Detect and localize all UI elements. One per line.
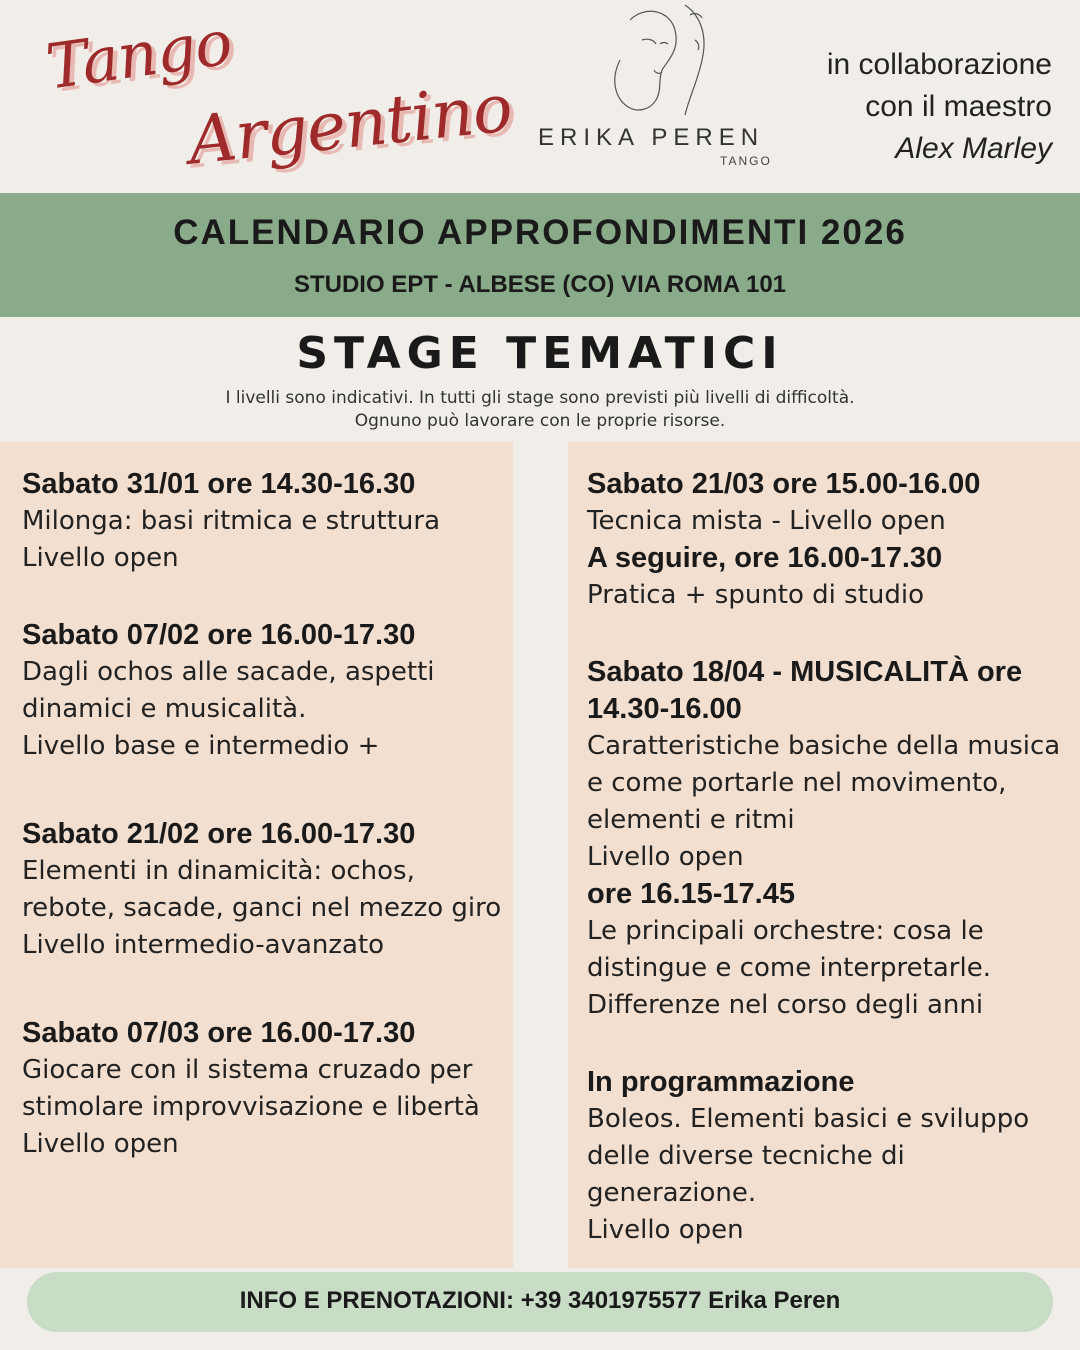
event-date: Sabato 07/02 ore 16.00-17.30 [22,619,416,651]
banner-title: CALENDARIO APPROFONDIMENTI 2026 [173,213,907,252]
booking-info-bar [27,1272,1053,1332]
event-level: Livello open [22,1129,179,1159]
event-date: Sabato 21/03 ore 15.00-16.00 [587,468,981,500]
collab-line-2: con il maestro [865,90,1052,123]
event-description: Boleos. Elementi basici e sviluppo delle diverse tecniche di generazione. [587,1104,1030,1208]
event-second-description: Le principali orchestre: cosa le distingue e come interpretarle. Differenze nel corso degli anni [587,916,991,1020]
event-level: Livello base e intermedio + [22,731,380,761]
event-item [587,466,1067,614]
brand-subtitle: TANGO [720,154,772,168]
event-level: Livello open [587,842,744,872]
event-second-time: ore 16.15-17.45 [587,878,795,910]
event-date: Sabato 18/04 - MUSICALITÀ ore 14.30-16.00 [587,656,1023,725]
event-item [22,617,508,765]
note-line-2: Ognuno può lavorare con le proprie risorse. [354,411,726,431]
event-description: Giocare con il sistema cruzado per stimolare improvvisazione e libertà [22,1055,480,1122]
event-date: Sabato 07/03 ore 16.00-17.30 [22,1017,416,1049]
banner-subtitle: STUDIO EPT - ALBESE (CO) VIA ROMA 101 [293,271,787,298]
event-date: Sabato 31/01 ore 14.30-16.30 [22,468,416,500]
header [0,0,1080,193]
right-events-panel [568,442,1080,1268]
event-item [22,1015,508,1163]
event-description: Tecnica mista - Livello open [587,506,946,536]
calendar-banner [0,193,1080,317]
section-title: STAGE TEMATICI [296,328,784,379]
event-level: Livello open [587,1215,744,1245]
logo-line-2: Argentino [184,69,516,180]
event-description: Milonga: basi ritmica e struttura [22,506,441,536]
maestro-name: Alex Marley [895,132,1052,165]
left-events-panel [0,442,513,1268]
event-description: Elementi in dinamicità: ochos, rebote, sacade, ganci nel mezzo giro [22,856,502,923]
event-level: Livello open [22,543,179,573]
event-description: Dagli ochos alle sacade, aspetti dinamici e musicalità. [22,657,435,724]
event-date: Sabato 21/02 ore 16.00-17.30 [22,818,416,850]
event-item [587,1064,1067,1249]
event-followup-description: Pratica + spunto di studio [587,580,925,610]
face-line-art-icon [590,0,730,125]
collaboration-note [827,44,1052,170]
note-line-1: I livelli sono indicativi. In tutti gli stage sono previsti più livelli di difficoltà. [225,388,855,408]
event-date: In programmazione [587,1066,855,1098]
brand-name: ERIKA PEREN [538,124,765,151]
collab-line-1: in collaborazione [826,48,1052,81]
event-item [22,816,508,964]
tango-argentino-logo [28,5,516,188]
event-item [22,466,508,577]
booking-info-text: INFO E PRENOTAZIONI: +39 3401975577 Erika Peren [239,1287,841,1314]
event-level: Livello intermedio-avanzato [22,930,385,960]
event-followup-time: A seguire, ore 16.00-17.30 [587,542,943,574]
event-description: Caratteristiche basiche della musica e come portarle nel movimento, elementi e ritmi [587,731,1061,835]
levels-note [0,387,1080,433]
event-item [587,654,1067,1024]
logo-line-1: Tango [41,5,236,104]
